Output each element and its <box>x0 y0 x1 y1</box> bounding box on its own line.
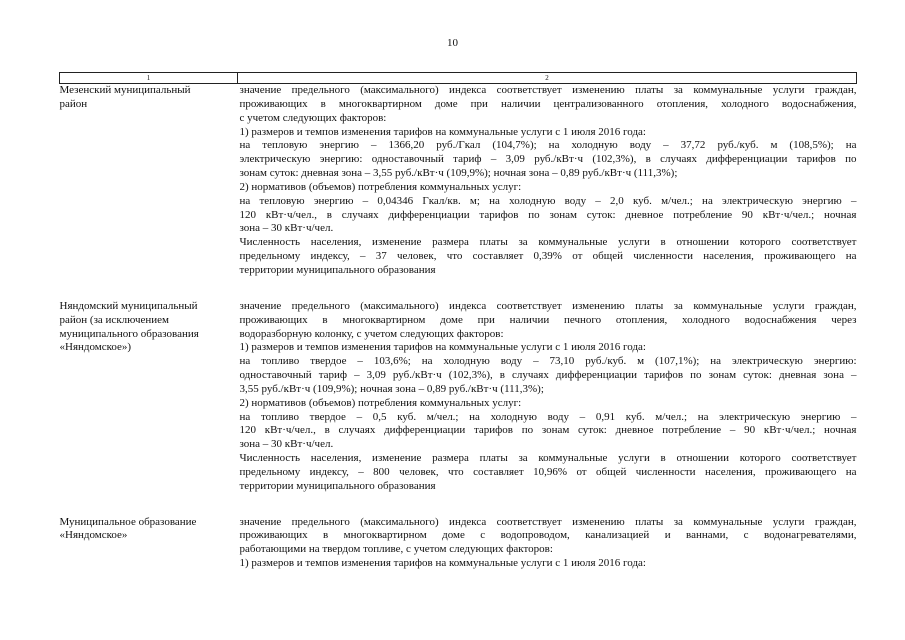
paragraph-line: на тепловую энергию – 0,04346 Гкал/кв. м; на холодную воду – 2,0 куб. м/чел.; на электрическую энергию – <box>239 194 857 207</box>
paragraph-line: 120 кВт·ч/чел., в случаях дифференциации тарифов по зонам суток: дневное потребление – 90 кВт·ч/чел.; ночная <box>239 424 857 437</box>
description-paragraph <box>240 452 857 494</box>
paragraph-line: проживающих в многоквартирном доме при наличии печного отопления, холодного водоснабжения через <box>239 313 857 326</box>
municipality-name-cell <box>60 300 238 516</box>
paragraph-line: одноставочный тариф – 3,09 руб./кВт·ч (102,3%), в случаях дифференциации тарифов по зонам суток: дневная зона – <box>239 369 857 382</box>
index-description-cell <box>238 516 857 593</box>
paragraph-line: проживающих в многоквартирном доме с водопроводом, канализацией и ваннами, с водонагревателями, <box>239 529 857 542</box>
paragraph-line: на топливо твердое – 103,6%; на холодную воду – 73,10 руб./куб. м (107,1%); на электрическую энергию: <box>239 355 857 368</box>
description-paragraph <box>240 139 857 181</box>
municipality-name-line: Мезенский муниципальный <box>59 84 191 96</box>
municipality-name-cell <box>60 84 238 300</box>
paragraph-line: территории муниципального образования <box>239 479 436 492</box>
description-paragraph <box>240 557 857 571</box>
description-paragraph <box>240 126 857 140</box>
paragraph-line: на топливо твердое – 0,5 куб. м/чел.; на холодную воду – 0,91 куб. м/чел.; на электрическую энергию – <box>239 410 857 423</box>
paragraph-line: значение предельного (максимального) индекса соответствует изменению платы за коммунальные услуги граждан, <box>239 84 857 96</box>
paragraph-line: 2) нормативов (объемов) потребления коммунальных услуг: <box>239 180 522 193</box>
municipality-name-line: «Няндомское») <box>59 341 132 354</box>
description-paragraph <box>240 516 857 558</box>
description-paragraph <box>240 341 857 355</box>
paragraph-line: значение предельного (максимального) индекса соответствует изменению платы за коммунальные услуги граждан, <box>239 515 857 528</box>
municipality-name-line: район (за исключением <box>59 313 169 326</box>
paragraph-line: зона – 30 кВт·ч/чел. <box>239 222 334 235</box>
column-header-1: 1 <box>60 73 238 84</box>
paragraph-line: зонам суток: дневная зона – 3,55 руб./кВт·ч (109,9%); ночная зона – 0,89 руб./кВт·ч (111,3%); <box>239 167 678 180</box>
description-paragraph <box>240 236 857 278</box>
description-paragraph <box>240 195 857 237</box>
paragraph-line: 1) размеров и темпов изменения тарифов на коммунальные услуги с 1 июля 2016 года: <box>239 125 646 138</box>
description-paragraph <box>240 397 857 411</box>
paragraph-line: Численность населения, изменение размера платы за коммунальные услуги в отношении которого соответствует <box>239 236 857 249</box>
description-paragraph <box>240 84 857 126</box>
table-body <box>60 84 857 594</box>
description-paragraph <box>240 355 857 397</box>
table-header-row <box>60 73 857 84</box>
description-paragraph <box>240 300 857 342</box>
paragraph-line: зона – 30 кВт·ч/чел. <box>239 438 334 451</box>
index-description-cell <box>238 84 857 300</box>
paragraph-line: предельному индексу, – 37 человек, что составляет 0,39% от общей численности населения, проживающего на <box>239 250 857 263</box>
paragraph-line: проживающих в многоквартирном доме при наличии централизованного отопления, холодного водоснабжения, <box>239 97 857 110</box>
municipality-name-line: район <box>59 97 88 110</box>
paragraph-line: с учетом следующих факторов: <box>239 111 387 124</box>
municipality-name-line: Няндомский муниципальный <box>59 299 198 312</box>
table-row <box>60 516 857 593</box>
paragraph-line: территории муниципального образования <box>239 263 436 276</box>
municipality-name-line: муниципального образования <box>59 327 199 340</box>
paragraph-line: 1) размеров и темпов изменения тарифов на коммунальные услуги с 1 июля 2016 года: <box>239 341 646 354</box>
paragraph-line: 120 кВт·ч/чел., в случаях дифференциации тарифов по зонам суток: дневное потребление 90 кВт·ч/чел.; ночная <box>239 208 857 221</box>
paragraph-line: 2) нормативов (объемов) потребления коммунальных услуг: <box>239 396 522 409</box>
paragraph-line: на тепловую энергию – 1366,20 руб./Гкал (104,7%); на холодную воду – 37,72 руб./куб. м (108,5%); на <box>239 139 857 152</box>
municipality-name-line: Муниципальное образование <box>59 515 197 528</box>
paragraph-line: электрическую энергию: одноставочный тариф – 3,09 руб./кВт·ч (102,3%), в случаях дифференциации тарифов по <box>239 153 857 166</box>
column-header-2: 2 <box>238 73 857 84</box>
paragraph-line: Численность населения, изменение размера платы за коммунальные услуги в отношении которого соответствует <box>239 452 857 465</box>
index-description-cell <box>238 300 857 516</box>
paragraph-line: 1) размеров и темпов изменения тарифов на коммунальные услуги с 1 июля 2016 года: <box>239 557 646 570</box>
paragraph-line: значение предельного (максимального) индекса соответствует изменению платы за коммунальные услуги граждан, <box>239 299 857 312</box>
paragraph-line: предельному индексу, – 800 человек, что составляет 10,96% от общей численности населения, проживающего на <box>239 465 857 478</box>
municipality-name-line: «Няндомское» <box>59 529 128 542</box>
paragraph-line: водоразборную колонку, с учетом следующих факторов: <box>239 327 504 340</box>
paragraph-line: работающими на твердом топливе, с учетом следующих факторов: <box>239 543 553 556</box>
table-row <box>60 84 857 300</box>
table-row <box>60 300 857 516</box>
description-paragraph <box>240 181 857 195</box>
paragraph-line: 3,55 руб./кВт·ч (109,9%); ночная зона – 0,89 руб./кВт·ч (111,3%); <box>239 382 544 395</box>
indices-table <box>59 72 857 593</box>
page-number: 10 <box>447 37 458 49</box>
municipality-name-cell <box>60 516 238 593</box>
description-paragraph <box>240 411 857 453</box>
